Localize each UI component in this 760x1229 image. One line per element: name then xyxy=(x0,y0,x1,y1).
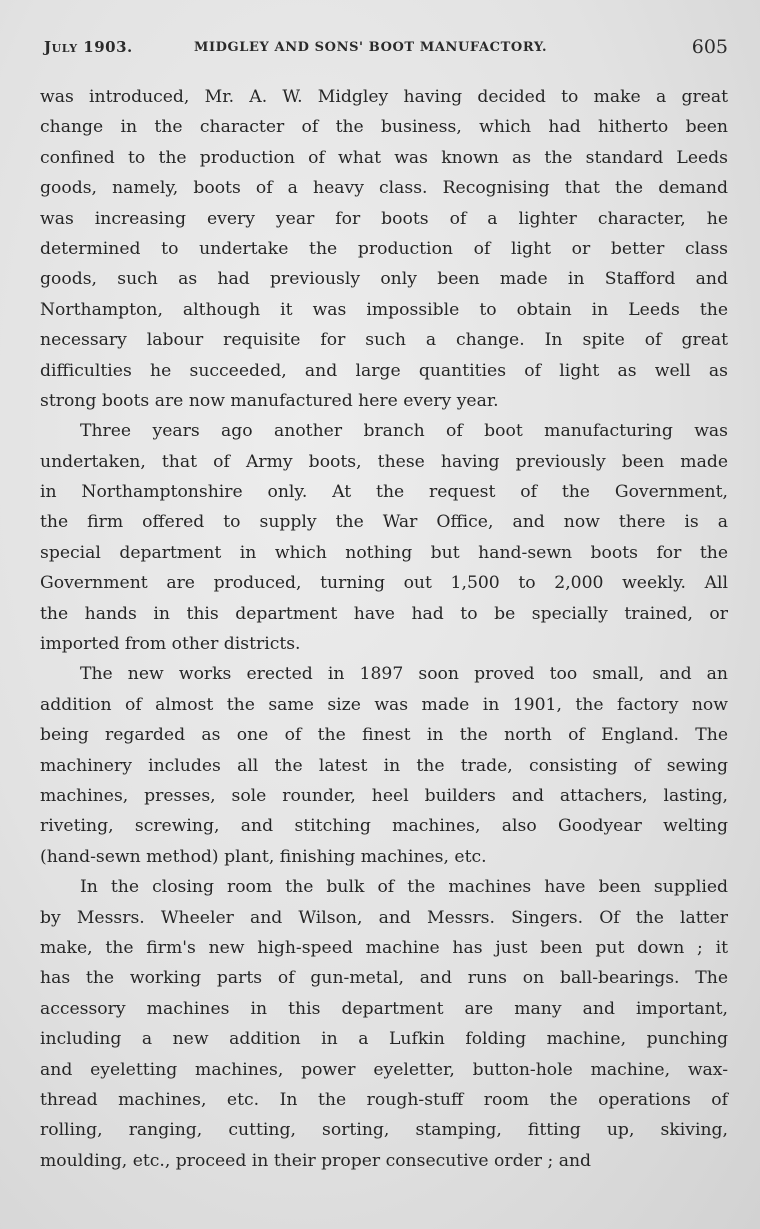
text-line: change in the character of the business, which had hitherto been xyxy=(40,117,728,138)
paragraph xyxy=(40,416,728,659)
text-line: has the working parts of gun-metal, and runs on ball-bearings. The xyxy=(40,968,728,989)
text-line: Government are produced, turning out 1,500 to 2,000 weekly. All xyxy=(40,573,728,594)
text-line: Three years ago another branch of boot manufacturing was xyxy=(80,421,728,442)
text-line: In the closing room the bulk of the machines have been supplied xyxy=(80,877,728,898)
header-title: MIDGLEY AND SONS' BOOT MANUFACTORY. xyxy=(194,40,548,55)
text-line: determined to undertake the production of light or better class xyxy=(40,238,728,259)
text-line: the hands in this department have had to be specially trained, or xyxy=(40,603,728,624)
text-line: by Messrs. Wheeler and Wilson, and Messrs. Singers. Of the latter xyxy=(40,907,728,928)
text-line: accessory machines in this department are many and important, xyxy=(40,998,728,1019)
text-line: machinery includes all the latest in the trade, consisting of sewing xyxy=(40,755,728,776)
text-line: machines, presses, sole rounder, heel builders and attachers, lasting, xyxy=(40,785,728,806)
header-date: July 1903. xyxy=(44,38,133,56)
page-number: 605 xyxy=(691,36,728,58)
text-line: special department in which nothing but hand-sewn boots for the xyxy=(40,542,728,563)
text-line: make, the firm's new high-speed machine has just been put down ; it xyxy=(40,937,728,958)
text-line: was introduced, Mr. A. W. Midgley having decided to make a great xyxy=(40,87,728,107)
text-line: goods, namely, boots of a heavy class. Recognising that the demand xyxy=(40,178,728,199)
text-line: necessary labour requisite for such a change. In spite of great xyxy=(40,330,728,351)
text-line: thread machines, etc. In the rough-stuff room the operations of xyxy=(40,1089,728,1110)
text-line: goods, such as had previously only been made in Stafford and xyxy=(40,269,728,290)
text-line: moulding, etc., proceed in their proper consecutive order ; and xyxy=(40,1150,592,1171)
text-line: rolling, ranging, cutting, sorting, stamping, fitting up, skiving, xyxy=(40,1120,728,1141)
text-line: and eyeletting machines, power eyeletter, button-hole machine, wax- xyxy=(40,1059,728,1080)
text-line: the firm offered to supply the War Office, and now there is a xyxy=(40,512,728,533)
text-line: addition of almost the same size was made in 1901, the factory now xyxy=(40,694,728,715)
text-line: imported from other districts. xyxy=(40,634,301,655)
paragraph xyxy=(40,82,728,416)
text-line: undertaken, that of Army boots, these having previously been made xyxy=(40,451,728,472)
body-text xyxy=(40,82,728,1176)
text-line: The new works erected in 1897 soon proved too small, and an xyxy=(80,664,728,685)
text-line: riveting, screwing, and stitching machines, also Goodyear welting xyxy=(40,816,728,837)
text-line: strong boots are now manufactured here every year. xyxy=(40,390,499,411)
running-header xyxy=(44,36,728,62)
text-line: confined to the production of what was known as the standard Leeds xyxy=(40,147,728,168)
text-line: Northampton, although it was impossible to obtain in Leeds the xyxy=(40,299,728,320)
text-line: being regarded as one of the finest in the north of England. The xyxy=(40,725,728,746)
text-line: difficulties he succeeded, and large quantities of light as well as xyxy=(40,360,728,381)
paragraph xyxy=(40,659,728,872)
text-line: (hand-sewn method) plant, finishing machines, etc. xyxy=(40,846,487,867)
text-line: in Northamptonshire only. At the request of the Government, xyxy=(40,482,728,503)
text-line: including a new addition in a Lufkin folding machine, punching xyxy=(40,1029,728,1050)
paragraph xyxy=(40,872,728,1176)
text-line: was increasing every year for boots of a lighter character, he xyxy=(40,208,728,229)
